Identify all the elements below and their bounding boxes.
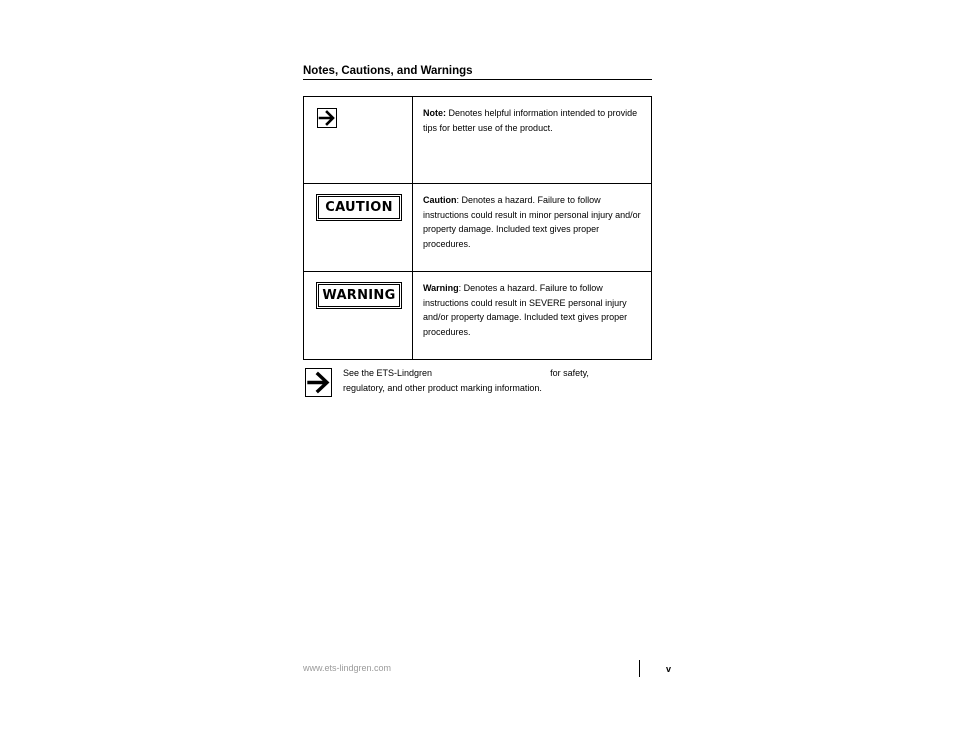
note-description: Note: Denotes helpful information intended to provide tips for better use of the product. (423, 108, 638, 133)
notes-table (303, 96, 652, 360)
caution-icon-cell (304, 184, 413, 271)
warning-description: Warning: Denotes a hazard. Failure to follow instructions could result in SEVERE personal injury and/or property damage. Included text gives proper procedures. (423, 283, 628, 337)
arrow-right-icon (317, 108, 337, 128)
warning-icon-cell (304, 272, 413, 359)
arrow-right-icon (305, 368, 332, 397)
note-row (304, 97, 651, 184)
caution-label-icon: CAUTION (316, 194, 402, 221)
section-heading: Notes, Cautions, and Warnings (303, 65, 652, 80)
page-number: v (666, 664, 672, 674)
warning-label-icon: WARNING (316, 282, 402, 309)
note-icon-cell (304, 97, 413, 183)
footer-divider (639, 660, 640, 677)
see-also-note (305, 366, 655, 398)
footer-url: www.ets-lindgren.com (303, 663, 392, 673)
caution-description: Caution: Denotes a hazard. Failure to follow instructions could result in minor personal injury and/or property damage. Included text gives proper procedures. (423, 195, 641, 249)
warning-row (304, 272, 651, 359)
caution-row (304, 184, 651, 272)
see-also-text: See the ETS-Lindgren for safety, regulatory, and other product marking information. (343, 368, 589, 393)
